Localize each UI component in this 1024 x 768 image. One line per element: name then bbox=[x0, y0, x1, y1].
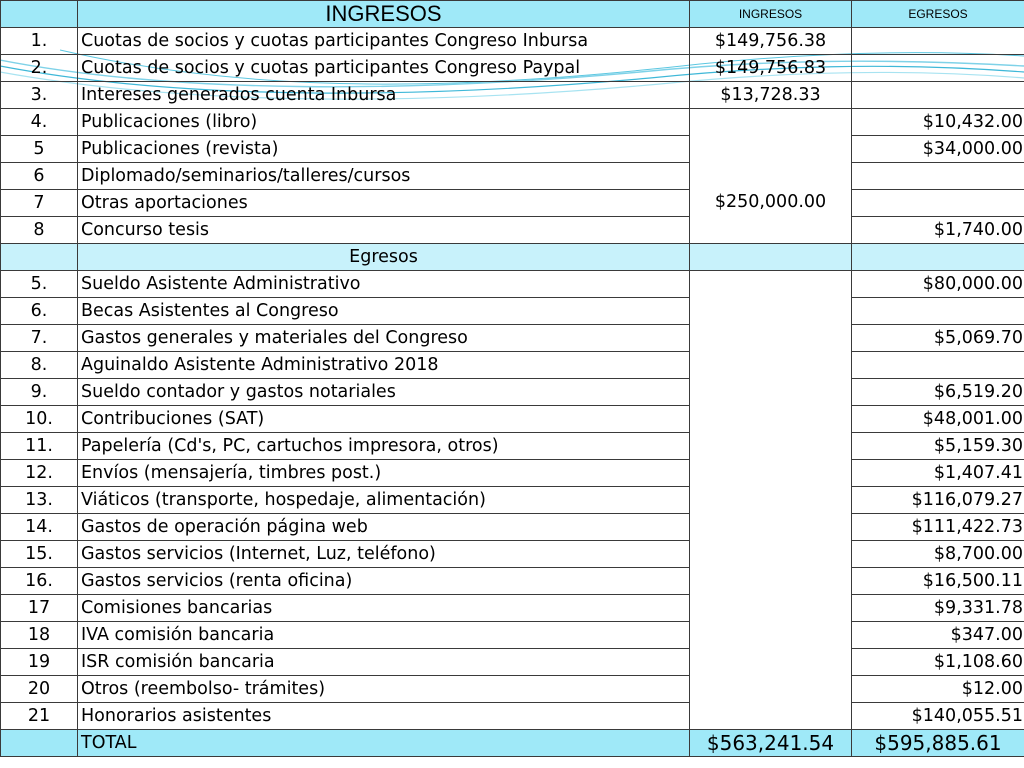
row-egreso-amount bbox=[852, 190, 1024, 217]
row-description: Gastos de operación página web bbox=[78, 514, 690, 541]
egreso-row bbox=[1, 433, 1024, 460]
row-description: Honorarios asistentes bbox=[78, 703, 690, 730]
row-egreso-amount: $10,432.00 bbox=[852, 109, 1024, 136]
separator-blank-cell bbox=[690, 244, 852, 271]
egreso-row bbox=[1, 541, 1024, 568]
row-description: Gastos servicios (renta oficina) bbox=[78, 568, 690, 595]
table-title: INGRESOS bbox=[78, 1, 690, 28]
row-number: 18 bbox=[1, 622, 78, 649]
total-blank-cell bbox=[1, 730, 78, 757]
row-description: Otros (reembolso- trámites) bbox=[78, 676, 690, 703]
row-egreso-amount bbox=[852, 82, 1024, 109]
row-number: 1. bbox=[1, 28, 78, 55]
row-egreso-amount: $5,159.30 bbox=[852, 433, 1024, 460]
separator-blank-cell bbox=[852, 244, 1024, 271]
row-number: 19 bbox=[1, 649, 78, 676]
row-description: Concurso tesis bbox=[78, 217, 690, 244]
egreso-row bbox=[1, 406, 1024, 433]
row-description: Intereses generados cuenta Inbursa bbox=[78, 82, 690, 109]
egreso-row bbox=[1, 514, 1024, 541]
egreso-row bbox=[1, 271, 1024, 298]
row-description: Cuotas de socios y cuotas participantes Congreso Paypal bbox=[78, 55, 690, 82]
egreso-row bbox=[1, 622, 1024, 649]
row-ingreso-amount: $149,756.83 bbox=[690, 55, 852, 82]
header-row bbox=[1, 1, 1024, 28]
row-egreso-amount: $34,000.00 bbox=[852, 136, 1024, 163]
total-egresos: $595,885.61 bbox=[852, 730, 1024, 757]
row-description: Gastos servicios (Internet, Luz, teléfono) bbox=[78, 541, 690, 568]
egreso-row bbox=[1, 649, 1024, 676]
row-number: 13. bbox=[1, 487, 78, 514]
row-egreso-amount: $5,069.70 bbox=[852, 325, 1024, 352]
ingreso-row bbox=[1, 136, 1024, 163]
total-label: TOTAL bbox=[78, 730, 690, 757]
row-egreso-amount: $8,700.00 bbox=[852, 541, 1024, 568]
row-ingreso-amount: $13,728.33 bbox=[690, 82, 852, 109]
row-number: 2. bbox=[1, 55, 78, 82]
egreso-row bbox=[1, 595, 1024, 622]
row-number: 7. bbox=[1, 325, 78, 352]
row-number: 7 bbox=[1, 190, 78, 217]
row-number: 4. bbox=[1, 109, 78, 136]
egreso-row bbox=[1, 352, 1024, 379]
row-egreso-amount: $111,422.73 bbox=[852, 514, 1024, 541]
row-description: Cuotas de socios y cuotas participantes Congreso Inbursa bbox=[78, 28, 690, 55]
row-number: 11. bbox=[1, 433, 78, 460]
row-egreso-amount: $1,407.41 bbox=[852, 460, 1024, 487]
egreso-row bbox=[1, 568, 1024, 595]
row-description: Envíos (mensajería, timbres post.) bbox=[78, 460, 690, 487]
row-description: Contribuciones (SAT) bbox=[78, 406, 690, 433]
merged-ingreso-blank bbox=[690, 271, 852, 730]
ingreso-row bbox=[1, 163, 1024, 190]
row-number: 8 bbox=[1, 217, 78, 244]
row-description: Otras aportaciones bbox=[78, 190, 690, 217]
egreso-row bbox=[1, 676, 1024, 703]
row-number: 6 bbox=[1, 163, 78, 190]
row-egreso-amount: $12.00 bbox=[852, 676, 1024, 703]
row-number: 5 bbox=[1, 136, 78, 163]
row-egreso-amount: $116,079.27 bbox=[852, 487, 1024, 514]
row-egreso-amount bbox=[852, 163, 1024, 190]
row-description: ISR comisión bancaria bbox=[78, 649, 690, 676]
total-row bbox=[1, 730, 1024, 757]
row-egreso-amount bbox=[852, 352, 1024, 379]
ingreso-row bbox=[1, 217, 1024, 244]
row-egreso-amount bbox=[852, 28, 1024, 55]
header-blank-cell bbox=[1, 1, 78, 28]
row-number: 8. bbox=[1, 352, 78, 379]
ingreso-row bbox=[1, 190, 1024, 217]
merged-ingreso-amount: $250,000.00 bbox=[690, 109, 852, 244]
ingreso-row bbox=[1, 55, 1024, 82]
row-description: Sueldo contador y gastos notariales bbox=[78, 379, 690, 406]
row-number: 21 bbox=[1, 703, 78, 730]
row-number: 14. bbox=[1, 514, 78, 541]
column-header-ingresos: INGRESOS bbox=[690, 1, 852, 28]
row-number: 16. bbox=[1, 568, 78, 595]
row-description: Papelería (Cd's, PC, cartuchos impresora, otros) bbox=[78, 433, 690, 460]
row-egreso-amount: $347.00 bbox=[852, 622, 1024, 649]
row-description: Diplomado/seminarios/talleres/cursos bbox=[78, 163, 690, 190]
row-number: 10. bbox=[1, 406, 78, 433]
ingreso-row bbox=[1, 28, 1024, 55]
row-egreso-amount: $1,108.60 bbox=[852, 649, 1024, 676]
row-description: Publicaciones (revista) bbox=[78, 136, 690, 163]
row-number: 3. bbox=[1, 82, 78, 109]
row-description: Sueldo Asistente Administrativo bbox=[78, 271, 690, 298]
row-description: Publicaciones (libro) bbox=[78, 109, 690, 136]
egreso-row bbox=[1, 487, 1024, 514]
ingreso-row bbox=[1, 109, 1024, 136]
row-number: 15. bbox=[1, 541, 78, 568]
egreso-row bbox=[1, 379, 1024, 406]
row-egreso-amount: $140,055.51 bbox=[852, 703, 1024, 730]
row-number: 12. bbox=[1, 460, 78, 487]
egreso-row bbox=[1, 298, 1024, 325]
row-ingreso-amount: $149,756.38 bbox=[690, 28, 852, 55]
row-number: 20 bbox=[1, 676, 78, 703]
row-egreso-amount: $48,001.00 bbox=[852, 406, 1024, 433]
row-egreso-amount: $16,500.11 bbox=[852, 568, 1024, 595]
row-description: Comisiones bancarias bbox=[78, 595, 690, 622]
total-ingresos: $563,241.54 bbox=[690, 730, 852, 757]
egreso-row bbox=[1, 703, 1024, 730]
row-egreso-amount bbox=[852, 298, 1024, 325]
row-number: 5. bbox=[1, 271, 78, 298]
row-egreso-amount: $6,519.20 bbox=[852, 379, 1024, 406]
row-number: 9. bbox=[1, 379, 78, 406]
egreso-row bbox=[1, 460, 1024, 487]
egresos-section-label: Egresos bbox=[78, 244, 690, 271]
row-description: Aguinaldo Asistente Administrativo 2018 bbox=[78, 352, 690, 379]
row-egreso-amount bbox=[852, 55, 1024, 82]
ingreso-row bbox=[1, 82, 1024, 109]
row-number: 6. bbox=[1, 298, 78, 325]
row-description: Viáticos (transporte, hospedaje, alimentación) bbox=[78, 487, 690, 514]
row-description: Becas Asistentes al Congreso bbox=[78, 298, 690, 325]
row-egreso-amount: $9,331.78 bbox=[852, 595, 1024, 622]
row-egreso-amount: $80,000.00 bbox=[852, 271, 1024, 298]
row-description: IVA comisión bancaria bbox=[78, 622, 690, 649]
row-number: 17 bbox=[1, 595, 78, 622]
column-header-egresos: EGRESOS bbox=[852, 1, 1024, 28]
egreso-row bbox=[1, 325, 1024, 352]
row-description: Gastos generales y materiales del Congreso bbox=[78, 325, 690, 352]
row-egreso-amount: $1,740.00 bbox=[852, 217, 1024, 244]
separator-blank-cell bbox=[1, 244, 78, 271]
egresos-section-row bbox=[1, 244, 1024, 271]
